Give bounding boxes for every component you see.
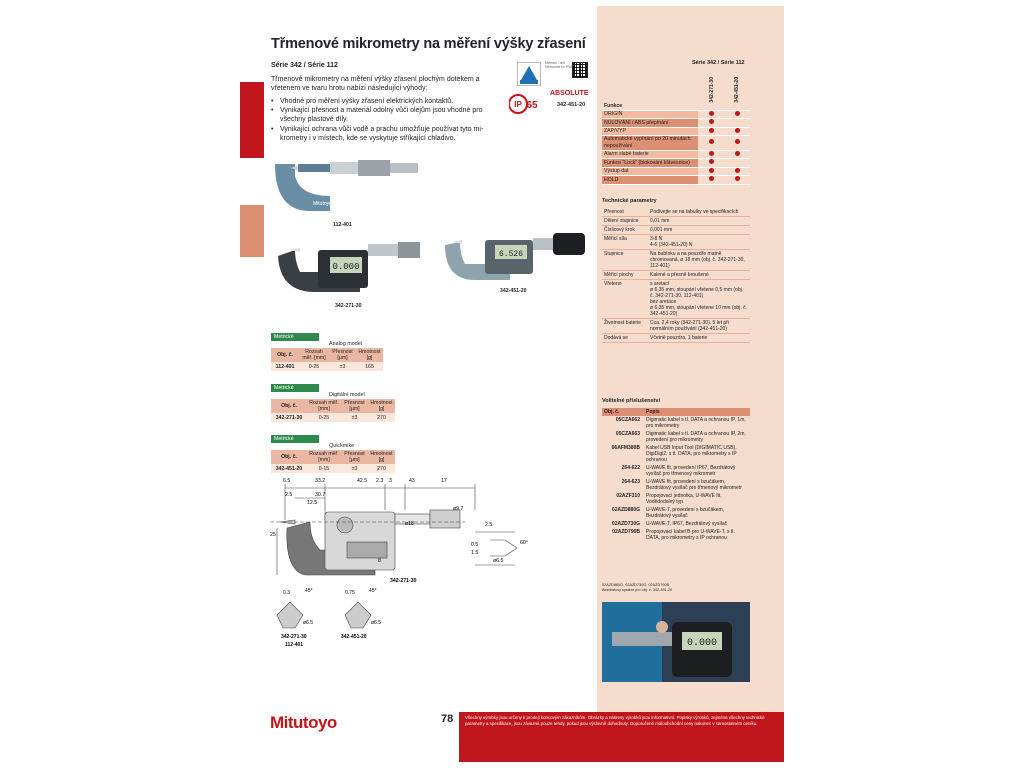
qr-code-icon: [572, 62, 588, 78]
column-code: 342-451-20: [734, 77, 740, 103]
function-check-cell: [698, 119, 724, 128]
dim-label: 33.2: [315, 478, 326, 484]
dim-label: 12.5: [307, 500, 318, 506]
function-row: [602, 127, 750, 136]
dim-label: ø6.5: [371, 620, 382, 626]
function-name: Alarm slabé baterie: [602, 150, 698, 159]
footer-disclaimer-band: [459, 712, 784, 762]
check-dot-icon: [709, 168, 714, 173]
quickmike-micrometer-image: [440, 230, 590, 285]
tuv-certification-icon: [517, 62, 541, 86]
feature-item: • Vynikající ochrana vůči vodě a prachu umožňuje používat tyto mi-krometry i v místech, kde se vyskytuje stříkající chladivo.: [271, 125, 496, 143]
table-cell: ±3: [329, 362, 356, 371]
check-dot-icon: [709, 151, 714, 156]
table-cell: ±3: [341, 464, 368, 473]
param-value: Včetně pouzdra, 1 baterie: [648, 334, 750, 343]
accessory-description: U-WAVE fit, provedení s bzučákem, Bezdrátový vysílač pro třmenový mikrometr: [646, 479, 742, 491]
accessory-description: Digimatic kabel s tl. DATA a ochranou IP, 2m, provedení pro mikrometry: [646, 431, 746, 443]
function-check-cell: [698, 176, 724, 185]
metric-tag: Metrické: [271, 333, 319, 341]
dim-label: 8: [378, 558, 381, 564]
function-row: [602, 119, 750, 128]
param-value: s aretací ø 6,35 mm, stoupání vřetene 0,5 mm (obj. č. 342-271-30, 112-401) bez aretace ø 6,35 mm, stoupání vřetene 10 mm (obj. č. 342-451-20): [648, 280, 750, 319]
table-row: [602, 271, 750, 280]
table-row: [602, 430, 750, 444]
table-row: [602, 464, 750, 478]
dim-label: 6.5: [283, 478, 291, 484]
digital-code-label: 342-271-30: [335, 303, 362, 309]
param-name: Vřeteno: [602, 280, 648, 319]
table-row: [602, 208, 750, 217]
check-dot-icon: [709, 176, 714, 181]
accessory-code: 264-623: [621, 479, 640, 485]
function-row: [602, 167, 750, 176]
function-check-cell: [724, 167, 750, 176]
check-dot-icon: [709, 139, 714, 144]
col-header: Obj. č.: [271, 348, 299, 362]
table-cell: 112-401: [271, 362, 299, 371]
param-value: Cca. 2,4 roky (342-271-30), 5 let při normálním používání (342-451-20): [648, 319, 750, 334]
accessory-description: U-WAVE fit, provedení IP67, Bezdrátový vysílač pro třmenový mikrometr: [646, 465, 736, 477]
digital-micrometer-image: [270, 232, 430, 294]
accessory-code: 02AZF310: [616, 493, 640, 499]
salmon-side-tab: [240, 205, 264, 257]
column-code: 342-271-30: [709, 77, 715, 103]
table-cell: 0-15: [307, 464, 341, 473]
param-value: Na bubínku a na pouzdře matně chromovaná, ø 18 mm (obj. č. 342-271-30, 112-401): [648, 250, 750, 271]
metric-tag: Metrické: [271, 435, 319, 443]
dim-label: 0.3: [283, 590, 290, 596]
param-value: 0,01 mm: [648, 217, 750, 226]
page-title: Třmenové mikrometry na měření výšky zřasení: [271, 36, 586, 52]
digital-display-value: 0.000: [332, 262, 360, 272]
function-check-cell: [698, 159, 724, 168]
param-value: Kalené a přesně broušené: [648, 271, 750, 280]
param-value: Podívejte se na tabulky ve specifikacích: [648, 208, 750, 217]
function-row: [602, 110, 750, 119]
table-cell: 0-25: [299, 362, 329, 371]
table-row: [602, 520, 750, 528]
dim-label: 0.75: [345, 590, 355, 596]
function-row: [602, 136, 750, 150]
absolute-product-code: 342-451-20: [557, 102, 586, 108]
function-name: HOLD: [602, 176, 698, 185]
param-name: Stupnice: [602, 250, 648, 271]
ip-text: IP: [514, 100, 522, 109]
accessory-code: 06AFM380B: [611, 445, 640, 451]
dim-label: ø6.5: [493, 558, 504, 564]
function-check-cell: [698, 127, 724, 136]
tip-code-label: 342-271-30: [281, 634, 307, 640]
col-header: Hmotnost [g]: [356, 348, 383, 362]
param-name: Měřicí plochy: [602, 271, 648, 280]
function-row: [602, 150, 750, 159]
function-check-cell: [724, 136, 750, 150]
function-name: Funkce "Lock" (blokování klávesnice): [602, 159, 698, 168]
dim-label: 2.5: [285, 492, 293, 498]
tech-params-title: Technické parametry: [602, 198, 657, 204]
col-header: Obj. č.: [602, 408, 644, 416]
function-row: [602, 159, 750, 168]
quickmike-spec-table-block: [271, 427, 395, 473]
function-check-cell: [724, 150, 750, 159]
param-value: 3-8 N 4-6 (342-451-20) N: [648, 235, 750, 250]
function-name: NULOVÁNÍ / ABS přepínání: [602, 119, 698, 128]
accessory-code: 02AZD790B: [612, 529, 640, 535]
intro-paragraph: Třmenové mikrometry na měření výšky zřasení plochým dotekem a vřetenem ve tvaru hrotu nabízí následující výhody:: [271, 76, 480, 93]
dim-label: 2.3: [376, 478, 384, 484]
spec-table: [271, 399, 395, 422]
col-header: Rozsah měř. [mm]: [307, 450, 341, 464]
function-check-cell: [698, 167, 724, 176]
dim-label: 45°: [369, 588, 377, 594]
table-row: [602, 235, 750, 250]
accessory-code: 05CZA663: [615, 431, 640, 437]
table-cell: 0-25: [307, 413, 341, 422]
table-caption: Digitální model: [329, 392, 365, 398]
function-row: [602, 176, 750, 185]
function-check-cell: [724, 127, 750, 136]
dim-label: 43: [409, 478, 415, 484]
function-check-cell: [724, 110, 750, 119]
usage-photo: [602, 602, 750, 682]
spec-table: [271, 348, 383, 371]
accessory-code: 264-622: [621, 465, 640, 471]
table-row: [602, 492, 750, 506]
accessory-code: 05CZA662: [615, 417, 640, 423]
tuv-certification-text: Metrisch / unit Messmittel für IP65: [545, 61, 573, 69]
dim-label: 3: [389, 478, 392, 484]
col-header: Přesnost [µm]: [329, 348, 356, 362]
analog-micrometer-image: [270, 156, 430, 216]
table-cell: 165: [356, 362, 383, 371]
accessory-code: 02AZD880G: [611, 507, 640, 513]
check-dot-icon: [735, 111, 740, 116]
accessories-title: Volitelné příslušenství: [602, 398, 660, 404]
accessories-table: [602, 408, 750, 542]
param-name: Dělení stupnice: [602, 217, 648, 226]
function-name: ZAP/VYP: [602, 127, 698, 136]
col-header: Rozsah měř. [mm]: [307, 399, 341, 413]
dim-label: 60°: [520, 540, 528, 546]
check-dot-icon: [709, 111, 714, 116]
analog-brand-label: Mitutoyo: [313, 201, 332, 207]
table-row: [602, 280, 750, 319]
feature-item: • Vynikající přesnost a materiál odolný vůči olejům jsou vhodné pro všechny plastové díly.: [271, 106, 496, 124]
col-header: Rozsah měř. [mm]: [299, 348, 329, 362]
photo-display-value: 0.000: [686, 638, 718, 649]
table-row: [271, 362, 383, 371]
function-check-cell: [724, 176, 750, 185]
col-header: Přesnost [µm]: [341, 399, 368, 413]
dim-label: ø18: [405, 521, 414, 527]
metric-tag: Metrické: [271, 384, 319, 392]
col-header: Přesnost [µm]: [341, 450, 368, 464]
check-dot-icon: [735, 128, 740, 133]
table-cell: 342-451-20: [271, 464, 307, 473]
check-dot-icon: [709, 128, 714, 133]
page-number: 78: [441, 713, 454, 725]
check-dot-icon: [709, 159, 714, 164]
dim-label: 1.5: [471, 550, 479, 556]
table-caption: Analog model: [329, 341, 362, 347]
table-row: [271, 413, 395, 422]
functions-table: [602, 102, 750, 185]
tip-detail-drawings: [265, 580, 395, 650]
table-row: [602, 250, 750, 271]
table-cell: ±3: [341, 413, 368, 422]
dim-label: 17: [441, 478, 447, 484]
accessory-description: Propojovací kabel B pro U-WAVE-T, s tl. DATA, pro mikrometry s IP ochranou: [646, 529, 735, 541]
mitutoyo-logo: Mitutoyo: [270, 713, 337, 732]
table-cell: 342-271-30: [271, 413, 307, 422]
table-row: [602, 506, 750, 520]
quickmike-display-value: 6.526: [498, 250, 524, 259]
table-caption: Quickmike: [329, 443, 355, 449]
series-subtitle: Série 342 / Série 112: [271, 62, 338, 69]
param-name: Životnost baterie: [602, 319, 648, 334]
dim-label: 25: [270, 532, 276, 538]
accessory-description: U-WAVE-T, IP67, Bezdrátový vysílač: [646, 521, 728, 527]
feature-list: [271, 97, 496, 143]
param-name: Přesnost: [602, 208, 648, 217]
param-name: Dodává se: [602, 334, 648, 343]
dim-label: ø6.5: [303, 620, 314, 626]
tip-code-label: 342-451-20: [341, 634, 367, 640]
col-header: Hmotnost [g]: [368, 450, 395, 464]
check-dot-icon: [735, 176, 740, 181]
col-header: Obj. č.: [271, 399, 307, 413]
tech-params-table: [602, 208, 750, 343]
check-dot-icon: [735, 139, 740, 144]
table-row: [602, 478, 750, 492]
dim-label: 30.7: [315, 492, 326, 498]
table-row: [602, 416, 750, 430]
accessory-description: Kabel USB Input Tool (DIGIMATIC USB), DigiDigi2, s tl. DATA, pro mikrometry s IP ochranou: [646, 445, 737, 463]
function-name: Automatické vypínání po 20 minutách nepoužívání: [602, 136, 698, 150]
function-check-cell: [698, 110, 724, 119]
dim-label: 2.5: [485, 522, 493, 528]
drawing-code-label: 342-271-30: [390, 578, 417, 584]
accessory-description: U-WAVE-T, provedení s bzučákem, Bezdrátový vysílač: [646, 507, 725, 519]
analog-code-label: 112-401: [333, 222, 352, 228]
table-row: [602, 444, 750, 464]
check-dot-icon: [735, 151, 740, 156]
ip65-icon: [509, 93, 541, 115]
function-check-cell: [724, 159, 750, 168]
accessory-code: 02AZD730G: [611, 521, 640, 527]
table-cell: 270: [368, 464, 395, 473]
dim-label: 42.5: [357, 478, 368, 484]
absolute-logo: ABSOLUTE: [550, 90, 589, 97]
col-header: Popis: [644, 408, 750, 416]
analog-spec-table-block: [271, 325, 383, 371]
table-row: [602, 319, 750, 334]
quickmike-code-label: 342-451-20: [500, 288, 527, 294]
accessory-description: Propojovací jednotka, U-WAVE fit, Vodědodolný typ: [646, 493, 722, 505]
dim-label: ø9.7: [453, 506, 464, 512]
table-row: [602, 217, 750, 226]
function-name: ORIGIN: [602, 110, 698, 119]
footer-disclaimer-text: Všechny výrobky jsou určeny k prodeji koncovým zákazníkům. Obrázky a nákresy výrobků jsou informativní. Popisky výrobků, zejména všechny technické parametry a specifikace, jsou závazné pouze tehdy, pokud jsou výslovně dohodnuty. Doporučené maloobchodní ceny nakonec v samostatném ceníku.: [465, 715, 765, 726]
col-header: Obj. č.: [271, 450, 307, 464]
table-row: [602, 528, 750, 542]
table-row: [602, 334, 750, 343]
check-dot-icon: [735, 168, 740, 173]
param-name: Číslicový krok: [602, 226, 648, 235]
functions-title: Funkce: [602, 102, 698, 110]
accessories-note: 02AZD880G, 02AZD730G, 02AZD790B Bezdrátový systém pro obj. č. 342-451-20: [602, 583, 673, 592]
tip-code-label: 112-401: [285, 642, 304, 648]
check-dot-icon: [709, 119, 714, 124]
ip-number: 65: [526, 100, 538, 111]
col-header: Hmotnost [g]: [368, 399, 395, 413]
table-row: [602, 226, 750, 235]
function-check-cell: [698, 150, 724, 159]
function-check-cell: [698, 136, 724, 150]
accessory-description: Digimatic kabel s tl. DATA a ochranou IP, 1m, pro mikrometry: [646, 417, 746, 429]
table-cell: 270: [368, 413, 395, 422]
dim-label: 45°: [305, 588, 313, 594]
red-side-tab: [240, 82, 264, 158]
feature-item: • Vhodné pro měření výšky zřasení elektrických kontaktů.: [271, 97, 496, 106]
dim-label: 0.5: [471, 542, 479, 548]
param-name: Měřicí síla: [602, 235, 648, 250]
function-check-cell: [724, 119, 750, 128]
functions-series-header: Série 342 / Série 112: [692, 60, 745, 66]
function-name: Výstup dat: [602, 167, 698, 176]
param-value: 0,001 mm: [648, 226, 750, 235]
digital-spec-table-block: [271, 376, 395, 422]
